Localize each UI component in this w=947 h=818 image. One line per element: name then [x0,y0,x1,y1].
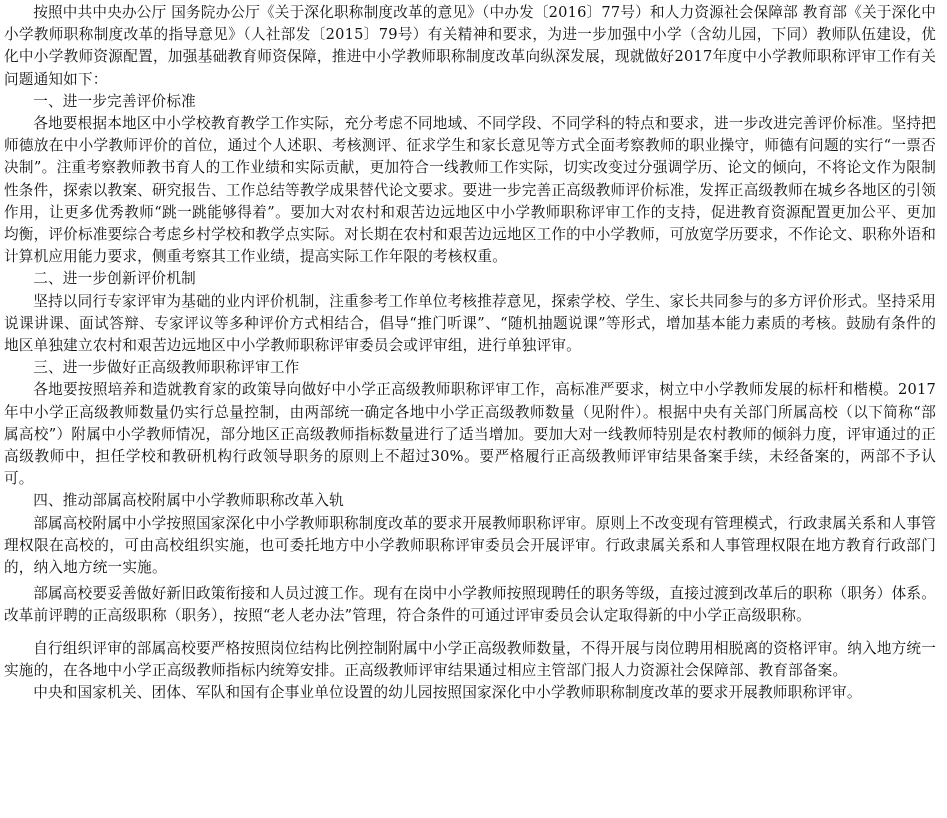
section-4-paragraph-1: 部属高校附属中小学按照国家深化中小学教师职称制度改革的要求开展教师职称评审。原则上不改变现有管理模式，行政隶属关系和人事管理权限在高校的，可由高校组织实施，也可委托地方中小学教师职称评审委员会开展评审。行政隶属关系和人事管理权限在地方教育行政部门的，纳入地方统一实施。 [4,514,936,577]
notice-document [4,2,936,704]
intro-paragraph: 按照中共中央办公厅 国务院办公厅《关于深化职称制度改革的意见》（中办发〔2016〕77号）和人力资源社会保障部 教育部《关于深化中小学教师职称制度改革的指导意见》（人社部发〔2015〕79号）有关精神和要求，为进一步加强中小学（含幼儿园，下同）教师队伍建设，优化中小学教师资源配置，加强基础教育师资保障，推进中小学教师职称制度改革向纵深发展，现就做好2017年度中小学教师职称评审工作有关问题通知如下： [4,4,936,88]
section-3-paragraph: 各地要按照培养和造就教育家的政策导向做好中小学正高级教师职称评审工作，高标准严要求，树立中小学教师发展的标杆和楷模。2017年中小学正高级教师数量仍实行总量控制，由两部统一确定各地中小学正高级教师数量（见附件）。根据中央有关部门所属高校（以下简称“部属高校”）附属中小学教师情况，部分地区正高级教师指标数量进行了适当增加。要加大对一线教师特别是农村教师的倾斜力度，评审通过的正高级教师中，担任学校和教研机构行政领导职务的原则上不超过30%。要严格履行正高级教师评审结果备案手续，未经备案的，两部不予认可。 [4,381,936,488]
section-3-heading: 三、进一步做好正高级教师职称评审工作 [33,359,300,377]
section-4-paragraph-4: 中央和国家机关、团体、军队和国有企事业单位设置的幼儿园按照国家深化中小学教师职称制度改革的要求开展教师职称评审。 [33,684,862,702]
section-4-paragraph-2: 部属高校要妥善做好新旧政策衔接和人员过渡工作。现有在岗中小学教师按照现聘任的职务等级，直接过渡到改革后的职称（职务）体系。改革前评聘的正高级职称（职务），按照“老人老办法”管理，符合条件的可通过评审委员会认定取得新的中小学正高级职称。 [4,585,936,625]
section-1-heading: 一、进一步完善评价标准 [33,92,196,110]
section-2-heading: 二、进一步创新评价机制 [33,270,196,288]
section-4-heading: 四、推动部属高校附属中小学教师职称改革入轨 [33,492,344,510]
section-2-paragraph: 坚持以同行专家评审为基础的业内评价机制，注重参考工作单位考核推荐意见，探索学校、学生、家长共同参与的多方评价形式。坚持采用说课讲课、面试答辩、专家评议等多种评价方式相结合，倡导“推门听课”、“随机抽题说课”等形式，增加基本能力素质的考核。鼓励有条件的地区单独建立农村和艰苦边远地区中小学教师职称评审委员会或评审组，进行单独评审。 [4,292,936,355]
section-1-paragraph: 各地要根据本地区中小学校教育教学工作实际，充分考虑不同地域、不同学段、不同学科的特点和要求，进一步改进完善评价标准。坚持把师德放在中小学教师评价的首位，通过个人述职、考核测评、征求学生和家长意见等方式全面考察教师的职业操守，师德有问题的实行“一票否决制”。注重考察教师教书育人的工作业绩和实际贡献，更加符合一线教师工作实际，切实改变过分强调学历、论文的倾向，不将论文作为限制性条件，探索以教案、研究报告、工作总结等教学成果替代论文要求。要进一步完善正高级教师评价标准，发挥正高级教师在城乡各地区的引领作用，让更多优秀教师“跳一跳能够得着”。要加大对农村和艰苦边远地区中小学教师职称评审工作的支持，促进教育资源配置更加公平、更加均衡，评价标准要综合考虑乡村学校和教学点实际。对长期在农村和艰苦边远地区工作的中小学教师，可放宽学历要求，不作论文、职称外语和计算机应用能力要求，侧重考察其工作业绩，提高实际工作年限的考核权重。 [4,115,937,266]
section-4-paragraph-3: 自行组织评审的部属高校要严格按照岗位结构比例控制附属中小学正高级教师数量，不得开展与岗位聘用相脱离的资格评审。纳入地方统一实施的，在各地中小学正高级教师指标内统筹安排。正高级教师评审结果通过相应主管部门报人力资源社会保障部、教育部备案。 [4,639,936,679]
